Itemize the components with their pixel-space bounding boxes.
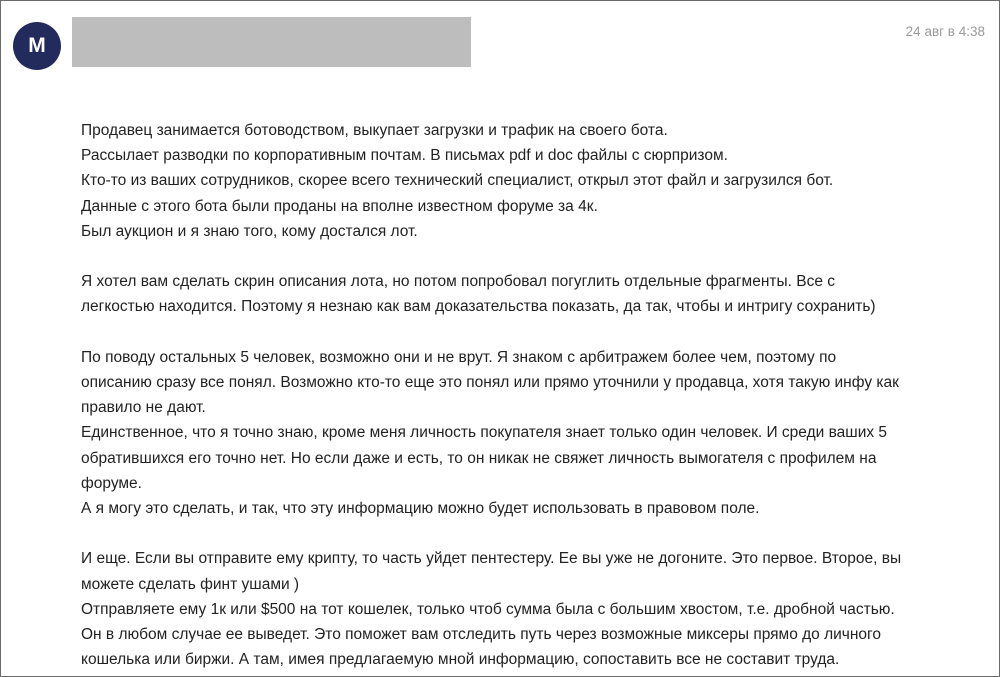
message-paragraph: [81, 269, 981, 319]
message-line: Продавец занимается ботоводством, выкупает загрузки и трафик на своего бота.: [81, 122, 668, 139]
message-line: И еще. Если вы отправите ему крипту, то часть уйдет пентестеру. Ее вы уже не догоните. Это первое. Второе, вы: [81, 550, 902, 568]
message-line: По поводу остальных 5 человек, возможно они и не врут. Я знаком с арбитражем более чем, поэтому по: [81, 348, 837, 366]
message-line: Кто-то из ваших сотрудников, скорее всего технический специалист, открыл этот файл и загрузился бот.: [81, 172, 834, 190]
message-line: правило не дают.: [81, 399, 206, 417]
avatar[interactable]: [13, 22, 61, 70]
message-timestamp[interactable]: 24 авг в 4:38: [905, 24, 985, 39]
message-line: А я могу это сделать, и так, что эту информацию можно будет использовать в правовом поле.: [81, 500, 760, 518]
message-line: можете сделать финт ушами ): [81, 575, 300, 593]
message-line: Отправляете ему 1к или $500 на тот кошелек, только чтоб сумма была с большим хвостом, т.е. дробной частью.: [81, 600, 895, 618]
message-line: Рассылает разводки по корпоративным почтам. В письмах pdf и doc файлы с сюрпризом.: [81, 147, 728, 165]
sender-name-redacted: [72, 17, 471, 67]
message-line: кошелька или биржи. А там, имея предлагаемую мной информацию, сопоставить все не составит труда.: [81, 651, 840, 669]
message-line: Я хотел вам сделать скрин описания лота, но потом попробовал погуглить отдельные фрагменты. Все с: [81, 273, 835, 291]
message-paragraph: [81, 546, 981, 672]
message-line: обратившихся его точно нет. Но если даже и есть, то он никак не свяжет личность вымогателя с профилем на: [81, 449, 877, 467]
message-line: Он в любом случае ее выведет. Это поможет вам отследить путь через возможные миксеры прямо до личного: [81, 626, 881, 644]
avatar-letter: M: [28, 34, 46, 57]
message-line: Единственное, что я точно знаю, кроме меня личность покупателя знает только один человек. И среди ваших 5: [81, 424, 888, 442]
message-line: описанию сразу все понял. Возможно кто-то еще это понял или прямо уточнили у продавца, хотя такую инфу как: [81, 374, 899, 391]
message-body: [81, 118, 981, 677]
message-line: легкостью находится. Поэтому я незнаю как вам доказательства показать, да так, чтобы и интригу сохранить): [81, 298, 876, 316]
message-line: Данные с этого бота были проданы на вполне известном форуме за 4к.: [81, 197, 598, 215]
message-paragraph: [81, 118, 981, 244]
message-paragraph: [81, 345, 981, 521]
message-line: форуме.: [81, 474, 142, 492]
message-line: Был аукцион и я знаю того, кому достался лот.: [81, 222, 418, 240]
